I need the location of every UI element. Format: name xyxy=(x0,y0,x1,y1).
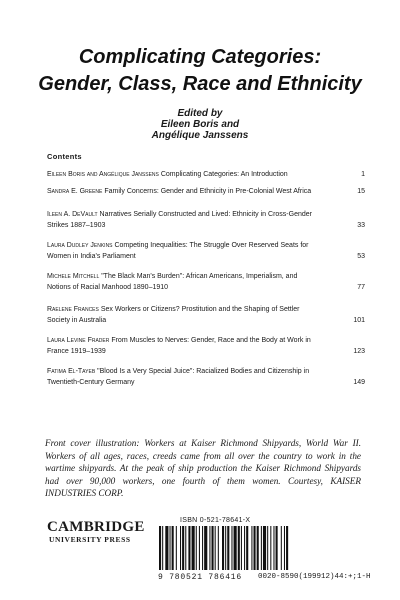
contents-author: Michele Mitchell xyxy=(47,273,100,280)
contents-author: Eileen Boris and Angélique Janssens xyxy=(47,171,159,178)
contents-title-continued: Women in India's Parliament xyxy=(47,253,136,260)
edited-by-label: Edited by xyxy=(177,108,223,119)
book-title-line-2: Gender, Class, Race and Ethnicity xyxy=(38,73,362,95)
contents-entry xyxy=(47,366,365,388)
contents-title: "The Black Man's Burden": African Americans, Imperialism, and xyxy=(101,273,298,280)
contents-title: Sex Workers or Citizens? Prostitution and the Shaping of Settler xyxy=(100,306,300,313)
publisher-logo-cambridge: CAMBRIDGE xyxy=(47,519,145,535)
book-title-line-1: Complicating Categories: xyxy=(78,46,322,68)
contents-entry xyxy=(47,240,365,262)
publisher-logo-university-press: UNIVERSITY PRESS xyxy=(49,535,131,544)
contents-page-number: 1 xyxy=(361,171,365,178)
contents-title: Competing Inequalities: The Struggle Over Reserved Seats for xyxy=(114,242,309,249)
contents-entry xyxy=(47,271,365,293)
contents-title-continued: France 1919–1939 xyxy=(47,348,106,355)
contents-title-continued: Society in Australia xyxy=(47,317,107,324)
contents-page-number: 149 xyxy=(353,379,365,386)
contents-author: Sandra E. Greene xyxy=(47,188,103,195)
contents-title-continued: Twentieth-Century Germany xyxy=(47,379,135,386)
contents-page-number: 101 xyxy=(353,317,365,324)
contents-entry xyxy=(47,169,365,180)
contents-page-number: 33 xyxy=(357,222,365,229)
contents-entry xyxy=(47,304,365,326)
contents-title: Family Concerns: Gender and Ethnicity in Pre-Colonial West Africa xyxy=(104,188,312,195)
contents-author: Laura Levine Frader xyxy=(47,337,110,344)
editor-name-1: Eileen Boris and xyxy=(160,119,240,130)
contents-title-continued: Strikes 1887–1903 xyxy=(47,222,106,229)
contents-heading: Contents xyxy=(47,152,82,161)
contents-page-number: 77 xyxy=(357,284,365,291)
contents-author: Raelene Frances xyxy=(47,306,99,313)
barcode-supplement-code: 0020-8590(199912)44:+;1-H xyxy=(258,573,371,581)
contents-entry xyxy=(47,186,365,197)
contents-page-number: 15 xyxy=(357,188,365,195)
contents-entry xyxy=(47,209,365,231)
barcode xyxy=(155,526,335,572)
contents-title-continued: Notions of Racial Manhood 1890–1910 xyxy=(47,284,169,291)
editor-name-2: Angélique Janssens xyxy=(151,130,249,141)
contents-title: "Blood Is a Very Special Juice": Racialized Bodies and Citizenship in xyxy=(97,368,310,375)
contents-entry xyxy=(47,335,365,357)
contents-author: Fatima El-Tayeb xyxy=(47,368,96,375)
contents-page-number: 53 xyxy=(357,253,365,260)
barcode-digits: 9 780521 786416 xyxy=(158,573,243,582)
contents-title: Narratives Serially Constructed and Lived: Ethnicity in Cross-Gender xyxy=(99,211,312,218)
contents-author: Ileen A. DeVault xyxy=(47,211,98,218)
contents-title: Complicating Categories: An Introduction xyxy=(160,171,288,178)
contents-page-number: 123 xyxy=(353,348,365,355)
isbn-label: ISBN 0-521-78641-X xyxy=(180,517,251,524)
contents-title: From Muscles to Nerves: Gender, Race and the Body at Work in xyxy=(111,337,311,344)
contents-author: Laura Dudley Jenkins xyxy=(47,242,113,249)
front-cover-caption: Front cover illustration: Workers at Kaiser Richmond Shipyards, World War II. Workers of all ages, races, creeds came from all over the country to work in the wartime shipyards. At the peak of ship production the Kaiser Richmond Shipyards had over 90,000 workers, one fourth of them women. Courtesy, KAISER INDUSTRIES CORP. xyxy=(45,438,361,499)
